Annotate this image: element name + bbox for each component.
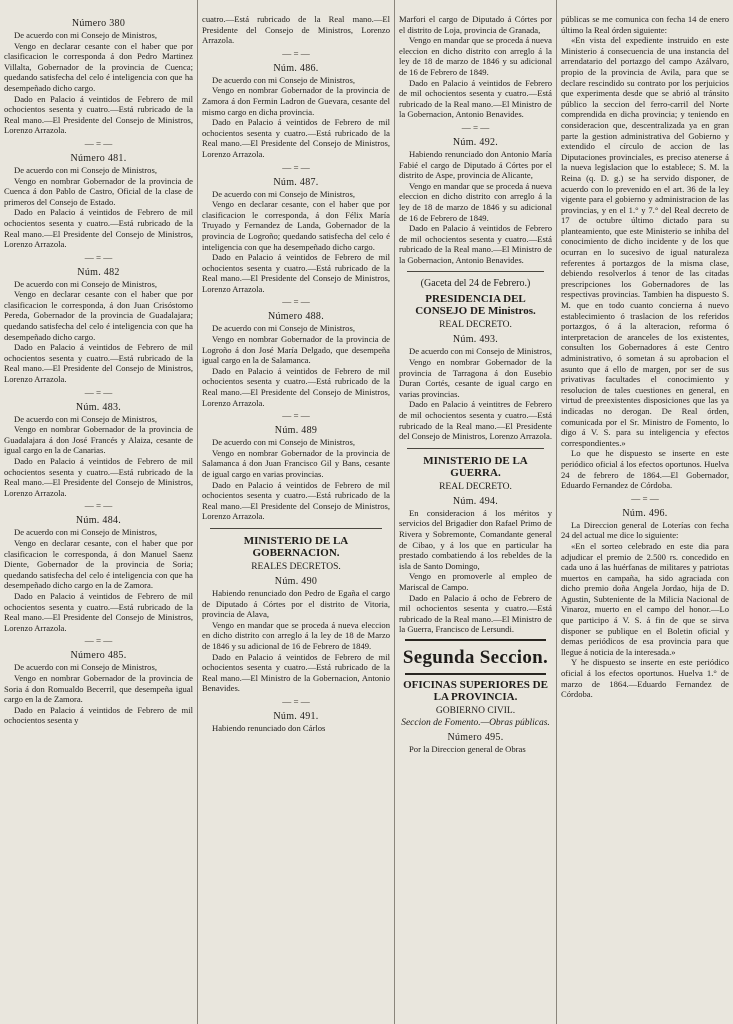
article: [202, 164, 390, 295]
column-3: [395, 0, 556, 1024]
paragraph: «En el sorteo celebrado en este dia para adjudicar el premio de 2.500 rs. concedido en cada uno á las huérfanas de militares y patriotas muertos en campaña, ha sido agraciada con dicho premio doña Angela Jordao, hija de D. Agustin, Subteniente de la Milicia Nacional de Vinaroz, muerto en el campo del honor.—Lo que participo á V. S. á fin de que se sirva disponer se publique en el Boletin oficial y demas periódicos de esa provincia para que llegue á noticia de la interesada.»: [561, 540, 729, 657]
paragraph: Vengo en nombrar Gobernador de la provincia de Soria á don Romualdo Becerril, que desempeña igual cargo en la de Zamora.: [4, 672, 193, 705]
paragraph: De acuerdo con mi Consejo de Ministros,: [212, 188, 355, 199]
separator: — = —: [84, 501, 113, 512]
paragraph: Vengo en nombrar Gobernador de la provincia de Cuenca á don Pablo de Castro, Oficial de la clase de primeros del Consejo de Estado.: [4, 175, 193, 207]
separator: — = —: [84, 138, 113, 149]
article: [399, 639, 552, 755]
separator: — = —: [631, 493, 659, 504]
article-number: Núm. 491.: [273, 710, 319, 722]
paragraph: Dado en Palacio á veintidos de Febrero de mil ochocientos sesenta y cuatro.—Está rubricado de la Real mano.—El Presidente del Consejo de Ministros, Lorenzo Arrazola.: [4, 590, 193, 633]
rule: [405, 673, 546, 675]
decree-subtitle: REALES DECRETOS.: [251, 561, 341, 572]
article: [202, 298, 390, 408]
paragraph: Dado en Palacio á veintidos de Febrero de mil ochocientos sesenta y cuatro.—Está rubricado de la Real mano.—El Presidente del Consejo de Ministros, Lorenzo Arrazola.: [202, 365, 390, 408]
column-4: [557, 0, 733, 1024]
paragraph: Habiendo renunciado don Cárlos: [212, 722, 326, 733]
rule: [210, 528, 382, 529]
column-2: [198, 0, 394, 1024]
article-number: Núm. 490: [274, 575, 318, 587]
paragraph: Vengo en nombrar Gobernador de la provincia de Guadalajara á don José Francés y Alaiza, cesante de igual cargo en la de Canarias.: [4, 424, 193, 456]
paragraph: La Direccion general de Loterías con fecha 24 del actual me dice lo siguiente:: [561, 519, 729, 541]
paragraph: Dado en Palacio á veintidos de Febrero de mil ochocientos sesenta y cuatro.—Está rubricado de la Real mano.—El Ministro de la Gobernacion, Antonio Benavides.: [202, 651, 390, 694]
ministry-title: MINISTERIO DE LA GOBERNACION.: [243, 534, 349, 559]
paragraph: Dado en Palacio á veintidos de Febrero de mil ochocientos sesenta y cuatro.—Está rubricado de la Real mano.—El Presidente del Consejo de Ministros, Lorenzo Arrazola.: [4, 456, 193, 498]
separator: — = —: [461, 122, 490, 133]
paragraph: Dado en Palacio á veintidos de Febrero de mil ochocientos sesenta y cuatro.—Está rubricado de la Real mano.—El Presidente del Consejo de Ministros, Lorenzo Arrazola.: [202, 117, 390, 159]
paragraph: Vengo en nombrar Gobernador de la provincia de Logroño á don José María Delgado, que desempeña igual cargo en la de Salamanca.: [202, 334, 390, 366]
paragraph: De acuerdo con mi Consejo de Ministros,: [14, 278, 157, 289]
article: [561, 14, 729, 491]
article-number: Número 485.: [70, 650, 127, 662]
article-number: Núm. 492.: [452, 136, 499, 148]
article: [202, 528, 390, 694]
gazette-date: (Gaceta del 24 de Febrero.): [420, 278, 531, 290]
section-title: Segunda Seccion.: [402, 646, 549, 668]
paragraph: cuatro.—Está rubricado de la Real mano.—El Presidente del Consejo de Ministros, Lorenzo Arrazola.: [202, 14, 390, 46]
article: [4, 140, 193, 250]
paragraph: Vengo en mandar que se proceda á nueva eleccion en dicho distrito con arreglo á la ley de 18 de marzo de 1846 y su adicional de 16 de Febrero de 1849.: [399, 180, 552, 223]
paragraph: Vengo en nombrar Gobernador de la provincia de Tarragona á don Eusebio Duran Cortés, cesante de igual cargo en varias provincias.: [399, 357, 552, 399]
article: [4, 18, 193, 136]
paragraph: Dado en Palacio á veintitres de Febrero de mil ochocientos sesenta y cuatro.—Está rubricado de la Real mano.—El Presidente del Consejo de Ministros, Lorenzo Arrazola.: [399, 399, 552, 442]
paragraph: Por la Direccion general de Obras: [409, 743, 526, 754]
article-number: Núm. 482: [77, 266, 120, 278]
paragraph: Dado en Palacio á veintidos de Febrero de mil ochocientos sesenta y cuatro.—Está rubricado de la Real mano.—El Presidente del Consejo de Ministros, Lorenzo Arrazola.: [202, 252, 390, 294]
paragraph: De acuerdo con mi Consejo de Ministros,: [212, 437, 355, 448]
article: [399, 448, 552, 635]
article: [399, 124, 552, 266]
separator: — = —: [84, 636, 113, 647]
article: [4, 254, 193, 385]
article: [4, 389, 193, 499]
article: [4, 502, 193, 633]
paragraph: Dado en Palacio á veintidos de Febrero de mil ochocientos sesenta y cuatro.—Está rubricado de la Real mano.—El Presidente del Consejo de Ministros, Lorenzo Arrazola.: [4, 342, 193, 385]
paragraph: Vengo en declarar cesante con el haber que por clasificacion le corresponda, á don Juan Crisóstomo Pereda, Gobernador de la provincia de Guadalajara; quedando satisfecha del celo é inteligencia con que ha desempeñado dicho cargo.: [4, 289, 193, 342]
separator: — = —: [282, 297, 310, 308]
paragraph: Marfori el cargo de Diputado á Córtes por el distrito de Loja, provincia de Granada,: [399, 14, 552, 35]
paragraph: De acuerdo con mi Consejo de Ministros,: [14, 30, 157, 40]
rule: [407, 448, 544, 449]
paragraph: «En vista del expediente instruido en este Ministerio á consecuencia de una instancia del arrendatario del portazgo del campo Azálvaro, propio de la provincia de Avila, para que se declare rescindido su contrato por los perjuicios que experimenta desde que se abrió al tránsito público la seccion del ferro-carril del Norte comprendida en dicha provincia; y teniendo en consideracion que, descentralizada ya en gran parte la gestion administrativa del Gobierno y extendido el círculo de accion de las Diputaciones provinciales, es preciso atenerse á la nueva legislacion que lo establece; S. M. la Reina (q. D. g.) se ha servido disponer, de acuerdo con lo prevenido en el art. 36 de la ley vigente para el gobierno y administracion de las provincias, y en el 1.° y 7.° del Real decreto de 17 de octubre último dictado para su planteamiento, que este Ministerio se inhiba del conocimiento de dicho incidente y de los que ocurran en lo sucesivo de igual naturaleza referentes á portazgos de la misma clase, debiendo resolverlos á tenor de las citadas prescripciones los Gobernadores de las respectivas provincias. Tambien ha dispuesto S. M. que en todo cuanto concierna á nuevo establecimiento ó traslacion de los referidos portazgos, ó á la alteracion, reforma ó interpretacion de aranceles de los existentes, consulten los Gobernadores á este Centro administrativo, ó sometan á su aprobacion el asunto que á ello de margen, por ser de sus privativas facultades el conocimiento y resolucion de tales cuestiones en general, en virtud de preexistentes disposiciones que las ya indicadas no derogan. De Real órden, comunicada por el Sr. Ministro de Fomento, lo digo á V. S. para su inteligencia y efectos correspondientes.»: [561, 35, 729, 448]
article: [202, 14, 390, 46]
paragraph: Vengo en declarar cesante, con el haber que por clasificacion le corresponda, á don Manuel Saenz Diente, Gobernador de la provincia de Soria; quedando satisfecha del celo é inteligencia con que ha desempeñado dicho cargo en la de Zamora.: [4, 537, 193, 591]
ministry-title: PRESIDENCIA DEL CONSEJO DE Ministros.: [415, 293, 536, 318]
article-number: Núm. 483.: [75, 401, 122, 413]
article-number: Número 495.: [447, 731, 504, 743]
article-number: Núm. 493.: [452, 334, 499, 346]
separator: — = —: [282, 48, 310, 59]
paragraph: Dado en Palacio á veintidos de Febrero de mil ochocientos sesenta y cuatro.—Está rubricado de la Real mano.—El Ministro de la Gobernacion, Antonio Benavides.: [399, 223, 552, 265]
decree-subtitle: REAL DECRETO.: [439, 481, 512, 492]
ministry-title: MINISTERIO DE LA GUERRA.: [423, 454, 528, 479]
article-number: Número 488.: [267, 311, 325, 323]
decree-subtitle: REAL DECRETO.: [439, 320, 512, 331]
paragraph: Habiendo renunciado don Pedro de Egaña el cargo de Diputado á Córtes por el distrito de Vitoria, provincia de Alava,: [202, 587, 390, 620]
decree-subtitle: GOBIERNO CIVIL.: [435, 705, 516, 716]
paragraph: Vengo en declarar cesante con el haber que por clasificacion le corresponda á don Pedro Martinez Villalta, Gobernador de la provincia de Cuenca; quedando satisfecha del celo é inteligencia con que ha desempeñado dicho cargo.: [4, 40, 193, 93]
paragraph: De acuerdo con mi Consejo de Ministros,: [409, 346, 552, 357]
paragraph: De acuerdo con mi Consejo de Ministros,: [212, 323, 355, 334]
article: [399, 271, 552, 441]
article-number: Número 481.: [70, 152, 127, 164]
article-number: Núm. 484.: [75, 515, 122, 527]
paragraph: Y he dispuesto se inserte en este periódico oficial á los efectos oportunos. Huelva 1.° de marzo de 1864.—Eduardo Fernandez de Córdoba.: [561, 657, 729, 700]
paragraph: De acuerdo con mi Consejo de Ministros,: [14, 662, 157, 673]
paragraph: Dado en Palacio á ocho de Febrero de mil ochocientos sesenta y cuatro.—Está rubricado de la Real mano.—El Ministro de la Guerra, Francisco de Lersundi.: [399, 592, 552, 635]
paragraph: Vengo en declarar cesante, con el haber que por clasificacion le corresponda, á don Félix María Truyado y Fernandez de Landa, Gobernador de la provincia de Logroño; quedando satisfecha del celo é inteligencia con que ha desempeñado dicho cargo.: [202, 199, 390, 252]
separator: — = —: [282, 696, 310, 707]
article-number: Núm. 486.: [273, 62, 319, 74]
rule: [405, 639, 546, 641]
article-number: Núm. 494.: [452, 495, 499, 507]
ministry-title: OFICINAS SUPERIORES DE LA PROVINCIA.: [403, 678, 548, 703]
paragraph: De acuerdo con mi Consejo de Ministros,: [212, 74, 355, 85]
paragraph: Vengo en mandar que se proceda á nueva eleccion en dicho distrito con arreglo á la ley de 18 de Marzo de 1846 y su adicional de 16 de Febrero de 1849.: [202, 619, 390, 651]
column-1: [0, 0, 197, 1024]
paragraph: Vengo en nombrar Gobernador de la provincia de Salamanca á don Juan Francisco Gil y Bans, cesante de igual cargo en varias provincias.: [202, 447, 390, 479]
article: [4, 637, 193, 726]
article: [202, 698, 390, 734]
article-number: Número 380: [71, 18, 126, 29]
paragraph: De acuerdo con mi Consejo de Ministros,: [14, 413, 157, 424]
subsection-title: Seccion de Fomento.—Obras públicas.: [401, 717, 550, 728]
paragraph: De acuerdo con mi Consejo de Ministros,: [14, 527, 157, 538]
paragraph: públicas se me comunica con fecha 14 de enero último la Real órden siguiente:: [561, 14, 729, 35]
article-number: Núm. 489: [274, 425, 318, 437]
article: [202, 412, 390, 522]
paragraph: Dado en Palacio á veintidos de Febrero de mil ochocientos sesenta y cuatro.—Está rubricado de la Real mano.—El Presidente del Consejo de Ministros, Lorenzo Arrazola.: [4, 207, 193, 250]
paragraph: Habiendo renunciado don Antonio María Fabié el cargo de Diputado á Córtes por el distrito de Aspe, provincia de Alicante,: [399, 148, 552, 181]
paragraph: En consideracion á los méritos y servicios del Brigadier don Rafael Primo de Rivera y Sobremonte, Comandante general de Cibao, y á los que en particular ha prestado combatiendo á los rebeldes de la isla de Santo Domingo,: [399, 507, 552, 571]
article-number: Núm. 496.: [622, 507, 668, 519]
article: [202, 50, 390, 160]
article: [399, 14, 552, 120]
paragraph: Vengo en nombrar Gobernador de la provincia de Zamora á don Fermin Ladron de Guevara, cesante del mismo cargo en dicha provincia.: [202, 85, 390, 117]
separator: — = —: [84, 252, 113, 263]
rule: [407, 271, 544, 272]
separator: — = —: [282, 162, 310, 173]
separator: — = —: [84, 387, 113, 398]
article: [561, 495, 729, 700]
paragraph: Lo que he dispuesto se inserte en este periódico oficial á los efectos oportunos. Huelva 24 de febrero de 1864.—El Gobernador, Eduardo Fernandez de Córdoba.: [561, 448, 729, 491]
paragraph: Dado en Palacio á veintidos de Febrero de mil ochocientos sesenta y cuatro.—Está rubricado de la Real mano.—El Presidente del Consejo de Ministros, Lorenzo Arrazola.: [4, 93, 193, 136]
separator: — = —: [282, 411, 310, 422]
paragraph: Dado en Palacio á veintidos de Febrero de mil ochocientos sesenta y: [4, 704, 193, 726]
article-number: Núm. 487.: [273, 176, 319, 188]
paragraph: Dado en Palacio á veintidos de Febrero de mil ochocientos sesenta y cuatro.—Está rubricado de la Real mano.—El Ministro de la Gobernacion, Antonio Benavides.: [399, 77, 552, 120]
paragraph: Vengo en promoverle al empleo de Mariscal de Campo.: [399, 571, 552, 592]
paragraph: De acuerdo con mi Consejo de Ministros,: [14, 164, 157, 175]
paragraph: Vengo en mandar que se proceda á nueva eleccion en dicho distrito con arreglo á la ley de 18 de marzo de 1846 y su adicional de 16 de Febrero de 1849.: [399, 35, 552, 77]
paragraph: Dado en Palacio á veintidos de Febrero de mil ochocientos sesenta y cuatro.—Está rubricado de la Real mano.—El Presidente del Consejo de Ministros, Lorenzo Arrazola.: [202, 479, 390, 522]
